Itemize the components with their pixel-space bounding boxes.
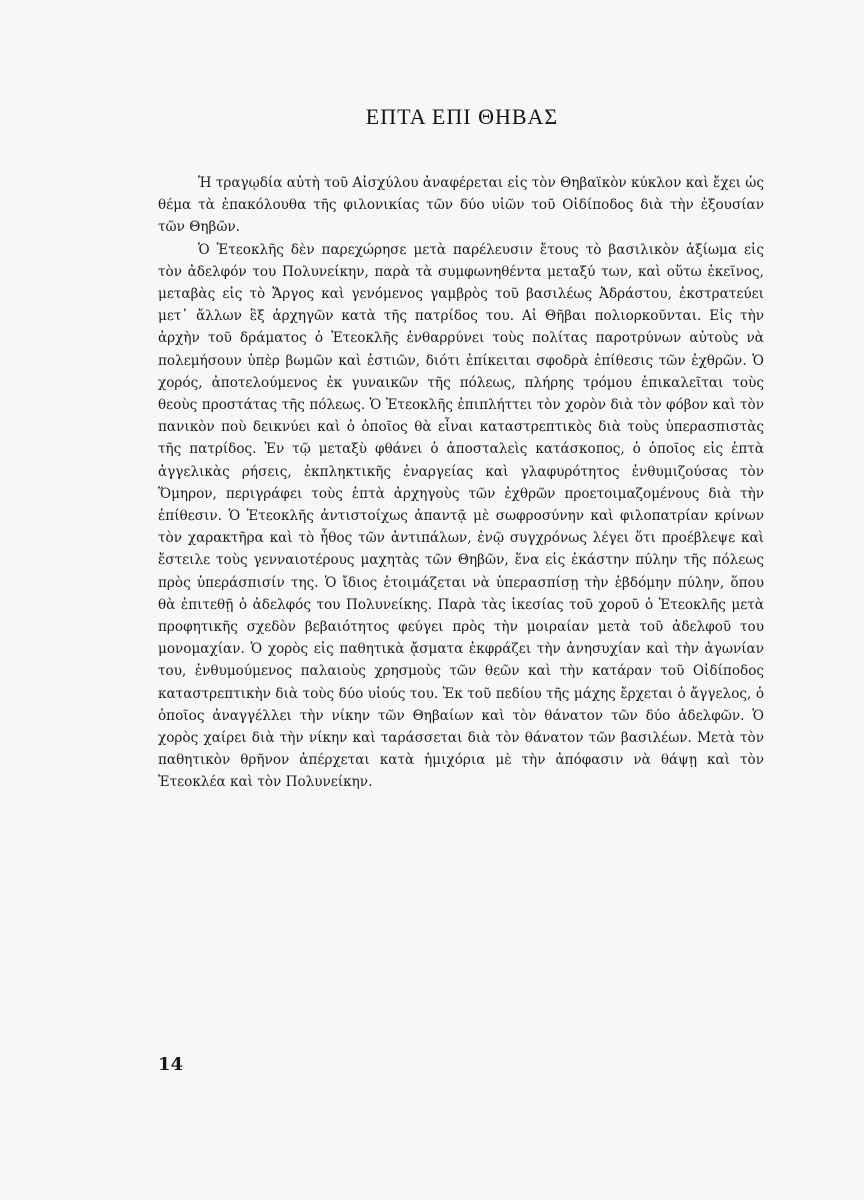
page-title: ΕΠΤΑ ΕΠΙ ΘΗΒΑΣ	[365, 104, 559, 129]
paragraph-intro: Ἡ τραγῳδία αὐτὴ τοῦ Αἰσχύλου ἀναφέρεται εἰς τὸν Θηβαϊκὸν κύκλον καὶ ἔχει ὡς θέμα τὰ ἐπακόλουθα τῆς φιλονικίας τῶν δύο υἱῶν τοῦ Οἰδίποδος διὰ τὴν ἐξουσίαν τῶν Θηβῶν.	[158, 175, 764, 236]
page-number: 14	[158, 1054, 184, 1075]
body-text	[158, 172, 764, 794]
paragraph-plot: Ὁ Ἐτεοκλῆς δὲν παρεχώρησε μετὰ παρέλευσιν ἔτους τὸ βασιλικὸν ἀξίωμα εἰς τὸν ἀδελφόν του Πολυνείκην, παρὰ τὰ συμφωνηθέντα μεταξύ των, καὶ οὕτω ἐκεῖνος, μεταβὰς εἰς τὸ Ἄργος καὶ γενόμενος γαμβρὸς τοῦ βασιλέως Ἀδράστου, ἐκστρατεύει μετ᾽ ἄλλων ἓξ ἀρχηγῶν κατὰ τῆς πατρίδος του. Αἱ Θῆβαι πολιορκοῦνται. Εἰς τὴν ἀρχὴν τοῦ δράματος ὁ Ἐτεοκλῆς ἐνθαρρύνει τοὺς πολίτας παροτρύνων αὐτοὺς νὰ πολεμήσουν ὑπὲρ βωμῶν καὶ ἑστιῶν, διότι ἐπίκειται σφοδρὰ ἐπίθεσις τῶν ἐχθρῶν. Ὁ χορός, ἀποτελούμενος ἐκ γυναικῶν τῆς πόλεως, πλήρης τρόμου ἐπικαλεῖται τοὺς θεοὺς προστάτας τῆς πόλεως. Ὁ Ἐτεοκλῆς ἐπιπλήττει τὸν χορὸν διὰ τὸν φόβον καὶ τὸν πανικὸν ποὺ δεικνύει καὶ ὁ ὁποῖος θὰ εἶναι καταστρεπτικὸς διὰ τοὺς ὑπερασπιστὰς τῆς πατρίδος. Ἐν τῷ μεταξὺ φθάνει ὁ ἀποσταλεὶς κατάσκοπος, ὁ ὁποῖος εἰς ἑπτὰ ἀγγελικὰς ρήσεις, ἐκπληκτικῆς ἐναργείας καὶ γλαφυρότητος ἐνθυμιζούσας τὸν Ὅμηρον, περιγράφει τοὺς ἑπτὰ ἀρχηγοὺς τῶν ἐχθρῶν προετοιμαζομένους διὰ τὴν ἐπίθεσιν. Ὁ Ἐτεοκλῆς ἀντιστοίχως ἀπαντᾷ μὲ σωφροσύνην καὶ φιλοπατρίαν κρίνων τὸν χαρακτῆρα καὶ τὸ ἦθος τῶν ἀντιπάλων, ἐνῷ συγχρόνως λέγει ὅτι προέβλεψε καὶ ἔστειλε τοὺς γενναιοτέρους μαχητὰς τῶν Θηβῶν, ἕνα εἰς ἑκάστην πύλην τῆς πόλεως πρὸς ὑπεράσπισίν της. Ὁ ἴδιος ἑτοιμάζεται νὰ ὑπερασπίσῃ τὴν ἑβδόμην πύλην, ὅπου θὰ ἐπιτεθῇ ὁ ἀδελφός του Πολυνείκης. Παρὰ τὰς ἱκεσίας τοῦ χοροῦ ὁ Ἐτεοκλῆς μετὰ προφητικῆς σχεδὸν βεβαιότητος φεύγει πρὸς τὴν μοιραίαν μετὰ τοῦ ἀδελφοῦ του μονομαχίαν. Ὁ χορὸς εἰς παθητικὰ ᾄσματα ἐκφράζει τὴν ἀνησυχίαν καὶ τὴν ἀγωνίαν του, ἐνθυμούμενος παλαιοὺς χρησμοὺς τῶν θεῶν καὶ τὴν κατάραν τοῦ Οἰδίποδος καταστρεπτικὴν διὰ τοὺς δύο υἱούς του. Ἐκ τοῦ πεδίου τῆς μάχης ἔρχεται ὁ ἄγγελος, ὁ ὁποῖος ἀναγγέλλει τὴν νίκην τῶν Θηβαίων καὶ τὸν θάνατον τῶν δύο ἀδελφῶν. Ὁ χορὸς χαίρει διὰ τὴν νίκην καὶ ταράσσεται διὰ τὸν θάνατον τῶν βασιλέων. Μετὰ τὸν παθητικὸν θρῆνον ἀπέρχεται κατὰ ἡμιχόρια μὲ τὴν ἀπόφασιν νὰ θάψῃ καὶ τὸν Ἐτεοκλέα καὶ τὸν Πολυνείκην.	[158, 241, 764, 791]
